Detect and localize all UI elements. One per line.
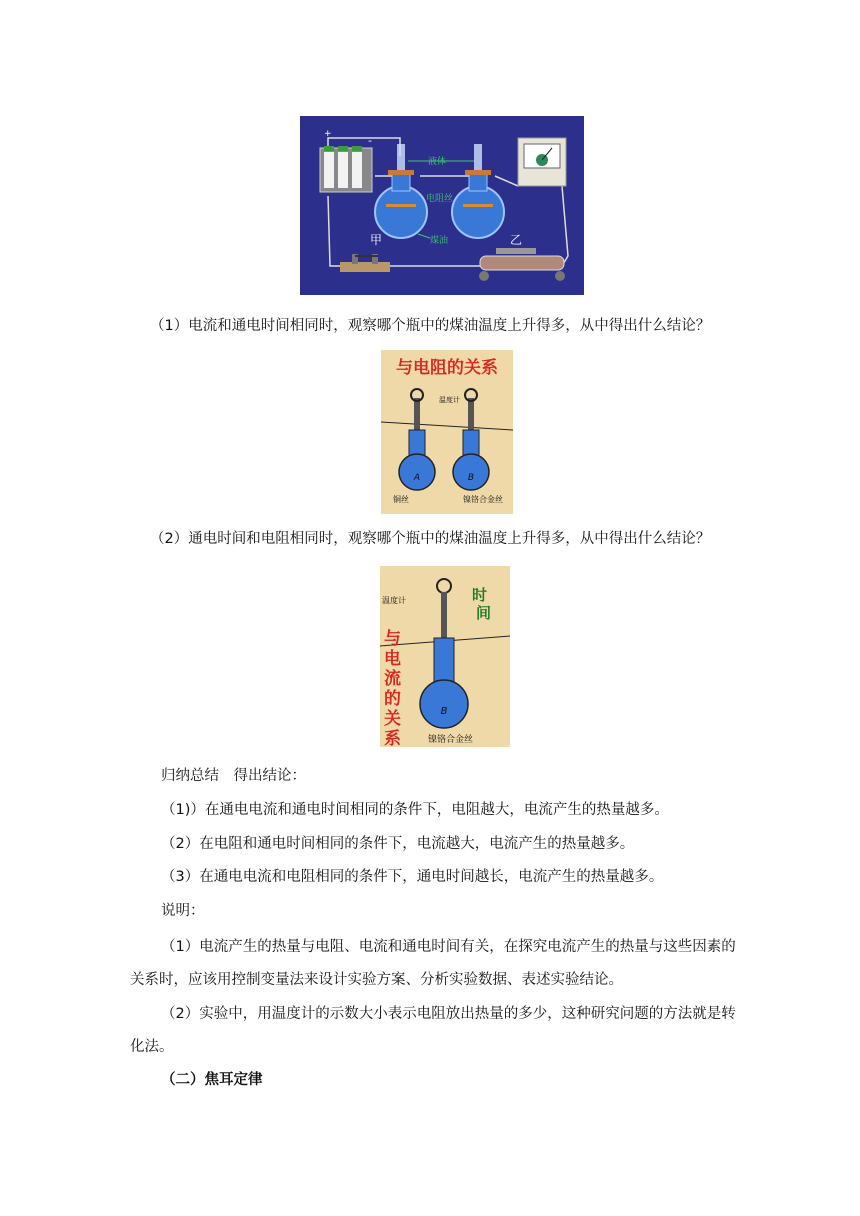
nichrome-wire-label-3: 镍铬合金丝 (428, 735, 474, 745)
side-title-5: 关 (384, 709, 401, 729)
battery-plus-label: + (324, 129, 332, 139)
side-title-3: 流 (384, 669, 401, 689)
section-title: （二）焦耳定律 (161, 1072, 263, 1088)
question-2: （2）通电时间和电阻相同时，观察哪个瓶中的煤油温度上升得多，从中得出什么结论？ (150, 531, 711, 547)
flask-b-label: B (467, 473, 475, 483)
flask-a-label: A (413, 473, 421, 483)
summary-item-3: （3）在通电电流和电阻相同的条件下，通电时间越长，电流产生的热量越多。 (161, 869, 664, 885)
current-relation-figure (380, 566, 510, 747)
note-2: （2）实验中，用温度计的示数大小表示电阻放出热量的多少，这种研究问题的方法就是转化法。 (130, 1006, 736, 1055)
resistance-relation-figure (381, 350, 513, 514)
ammeter-icon (518, 138, 566, 186)
side-title-4: 的 (384, 689, 401, 709)
circuit-diagram (300, 116, 584, 295)
thermometer-label: 温度计 (439, 396, 460, 404)
summary-heading: 归纳总结 得出结论： (161, 768, 306, 784)
flask-b-label-3: B (440, 706, 448, 717)
time-label-2: 间 (476, 604, 492, 622)
copper-wire-label: 铜丝 (393, 495, 409, 504)
liquid-label: 液体 (428, 157, 447, 167)
wire-label: 电阻丝 (426, 194, 454, 204)
battery-icon (320, 146, 372, 192)
circuit-diagram-figure (300, 116, 584, 295)
summary-item-2: （2）在电阻和通电时间相同的条件下，电流越大，电流产生的热量越多。 (161, 836, 635, 852)
summary-item-1: （1)）在通电电流和通电时间相同的条件下，电阻越大，电流产生的热量越多。 (161, 802, 669, 818)
battery-minus-label: - (368, 134, 372, 147)
question-1: （1）电流和通电时间相同时，观察哪个瓶中的煤油温度上升得多，从中得出什么结论？ (150, 318, 711, 334)
notes-heading: 说明： (161, 903, 205, 919)
resistance-relation-diagram (381, 350, 513, 514)
flask-jia-label: 甲 (370, 233, 383, 247)
time-label-1: 时 (472, 586, 488, 604)
side-title-6: 系 (384, 729, 401, 747)
figure2-title: 与电阻的关系 (396, 358, 498, 378)
side-title-1: 与 (384, 629, 401, 649)
flask-yi-label: 乙 (510, 233, 523, 247)
oil-label: 煤油 (430, 236, 449, 246)
thermometer-label-3: 温度计 (382, 596, 406, 605)
side-title-2: 电 (384, 649, 401, 669)
current-relation-diagram (380, 566, 510, 747)
note-1: （1）电流产生的热量与电阻、电流和通电时间有关，在探究电流产生的热量与这些因素的关系时，应该用控制变量法来设计实验方案、分析实验数据、表述实验结论。 (130, 939, 736, 988)
nichrome-wire-label: 镍铬合金丝 (463, 495, 503, 504)
